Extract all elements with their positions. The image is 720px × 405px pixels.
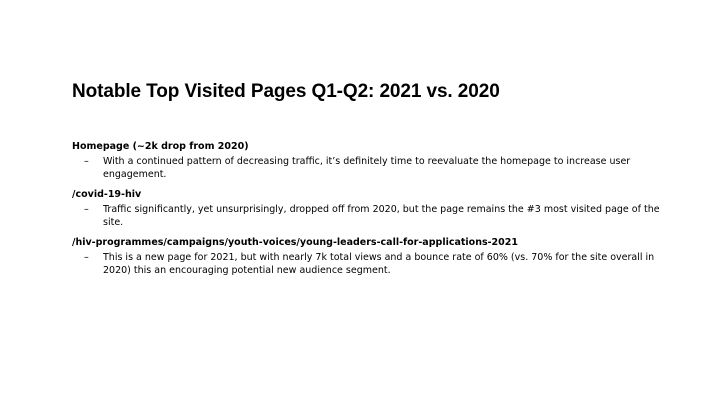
slide-content	[72, 140, 662, 284]
section-young-leaders-page	[72, 236, 662, 277]
section-heading: Homepage (~2k drop from 2020)	[72, 141, 249, 152]
bullet-text: Traffic significantly, yet unsurprisingly, dropped off from 2020, but the page remains the #3 most visited page of the site.	[103, 204, 660, 228]
dash-bullet-marker: –	[84, 204, 89, 215]
section-covid-19-hiv	[72, 188, 662, 229]
slide-title: Notable Top Visited Pages Q1-Q2: 2021 vs. 2020	[72, 81, 500, 102]
dash-bullet-marker: –	[84, 252, 89, 263]
bullet-item	[72, 155, 662, 181]
bullet-item	[72, 203, 662, 229]
section-heading: /covid-19-hiv	[72, 189, 142, 200]
bullet-item	[72, 251, 662, 277]
bullet-text: With a continued pattern of decreasing traffic, it’s definitely time to reevaluate the homepage to increase user engagement.	[103, 156, 631, 180]
dash-bullet-marker: –	[84, 156, 89, 167]
section-homepage	[72, 140, 662, 181]
section-heading: /hiv-programmes/campaigns/youth-voices/young-leaders-call-for-applications-2021	[72, 237, 518, 248]
bullet-text: This is a new page for 2021, but with nearly 7k total views and a bounce rate of 60% (vs. 70% for the site overall in 2020) this an encouraging potential new audience segment.	[103, 252, 655, 276]
